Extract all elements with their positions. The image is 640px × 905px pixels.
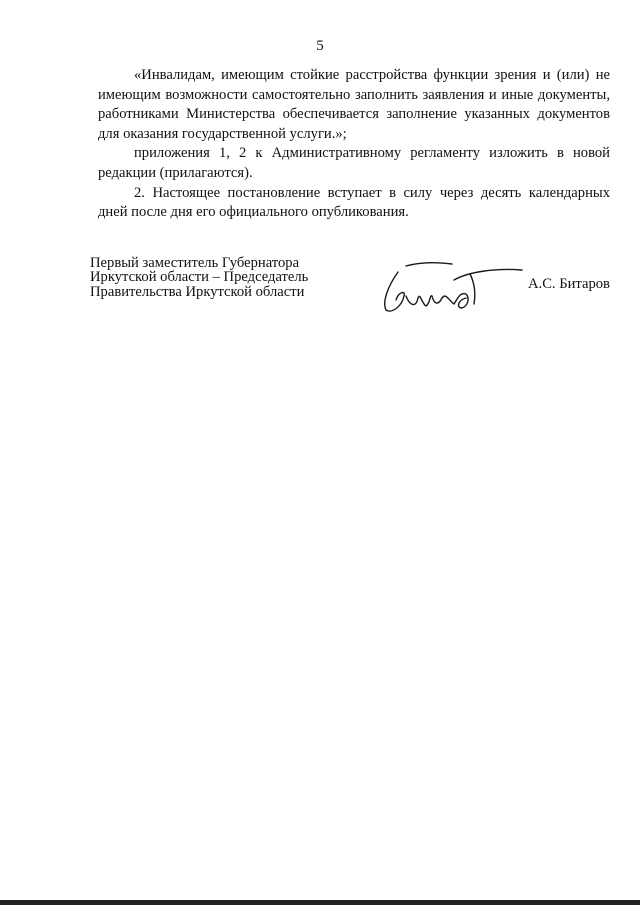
page-number: 5 — [316, 38, 324, 54]
signatory-position — [90, 256, 308, 299]
position-line: Иркутской области – Председатель — [90, 269, 309, 286]
position-line: Первый заместитель Губернатора — [90, 255, 300, 271]
paragraph-effective-date: 2. Настоящее постановление вступает в силу через десять календарных дней после дня его официального опубликования. — [98, 184, 610, 221]
paragraph-appendices: приложения 1, 2 к Административному регламенту изложить в новой редакции (прилагаются). — [98, 145, 610, 181]
position-line: Правительства Иркутской области — [90, 283, 305, 300]
paragraph-quote: «Инвалидам, имеющим стойкие расстройства функции зрения и (или) не имеющим возможности самостоятельно заполнить заявления и иные документы, работниками Министерства обеспечивается заполнение указанных документов для оказания государственной услуги.»; — [98, 67, 610, 142]
page-bottom-edge — [0, 900, 640, 905]
handwritten-signature — [376, 252, 526, 322]
document-body — [98, 66, 610, 223]
signer-name: А.С. Битаров — [528, 276, 610, 292]
